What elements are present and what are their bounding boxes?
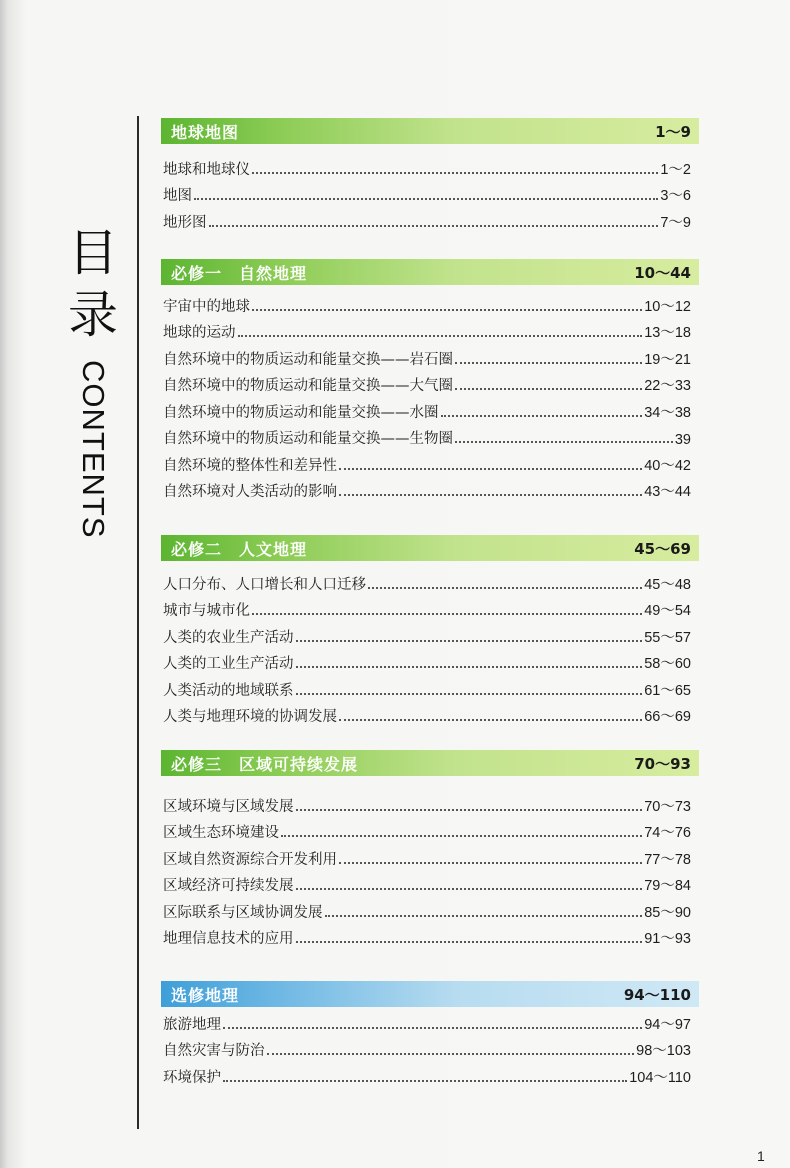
- dot-leader: [339, 862, 642, 864]
- toc-entry-title: 区域生态环境建设: [163, 825, 279, 841]
- dot-leader: [441, 415, 643, 417]
- section-title: 必修三 区域可持续发展: [171, 754, 359, 774]
- toc-entry[interactable]: [161, 700, 699, 727]
- dot-leader: [194, 198, 658, 200]
- dot-leader: [339, 494, 642, 496]
- dot-leader: [325, 915, 643, 917]
- toc-entry-title: 自然环境中的物质运动和能量交换——水圈: [163, 404, 439, 421]
- toc-entry-title: 区域环境与区域发展: [163, 798, 294, 815]
- toc-entry-pages: 104～110: [629, 1069, 691, 1086]
- toc-entry-title: 人类活动的地域联系: [163, 682, 294, 699]
- toc-entry[interactable]: [161, 152, 699, 179]
- toc-entry-pages: 3～6: [660, 188, 691, 204]
- toc-entry[interactable]: [161, 179, 699, 206]
- toc-entry[interactable]: [161, 1060, 699, 1087]
- toc-entry-pages: 77～78: [644, 851, 691, 868]
- dot-leader: [296, 888, 643, 890]
- toc-entry-title: 人类的农业生产活动: [163, 629, 294, 646]
- toc-entry-pages: 55～57: [644, 629, 691, 646]
- toc-entry[interactable]: [161, 816, 699, 843]
- toc-entry-pages: 19～21: [644, 351, 691, 368]
- section-header: [161, 750, 699, 776]
- dot-leader: [252, 613, 642, 615]
- toc-entry[interactable]: [161, 342, 699, 369]
- toc-entry-pages: 45～48: [644, 576, 691, 593]
- dot-leader: [252, 172, 658, 174]
- toc-entry[interactable]: [161, 1034, 699, 1061]
- section-pages: 94～110: [623, 985, 691, 1004]
- toc-entry[interactable]: [161, 620, 699, 647]
- toc-entry[interactable]: [161, 395, 699, 422]
- toc-entry-title: 区域自然资源综合开发利用: [163, 851, 337, 868]
- toc-entry-title: 自然环境的整体性和差异性: [163, 457, 337, 474]
- section-title: 必修一 自然地理: [171, 263, 308, 283]
- contents-title-char-1: 目: [68, 224, 118, 282]
- toc-entry-title: 宇宙中的地球: [163, 298, 250, 315]
- toc-entry-title: 人口分布、人口增长和人口迁移: [163, 576, 366, 593]
- toc-entry-pages: 74～76: [644, 825, 691, 841]
- toc-entry-pages: 39: [674, 432, 691, 448]
- dot-leader: [296, 640, 643, 642]
- toc-entry-pages: 22～33: [644, 378, 691, 394]
- toc-entry[interactable]: [161, 422, 699, 449]
- toc-entry[interactable]: [161, 869, 699, 896]
- toc-entry-title: 地形图: [163, 214, 207, 231]
- toc-entry[interactable]: [161, 922, 699, 949]
- toc-entry[interactable]: [161, 316, 699, 343]
- dot-leader: [252, 309, 642, 311]
- toc-entry-pages: 40～42: [644, 457, 691, 474]
- toc-entry-pages: 43～44: [644, 484, 691, 500]
- toc-entry-title: 地球的运动: [163, 325, 236, 341]
- contents-english-label: CONTENTS: [76, 360, 111, 539]
- toc-entry-pages: 10～12: [644, 298, 691, 315]
- toc-entry-title: 旅游地理: [163, 1016, 221, 1033]
- section-header: [161, 118, 699, 144]
- dot-leader: [209, 225, 659, 227]
- dot-leader: [296, 693, 643, 695]
- section-pages: 10～44: [634, 263, 691, 282]
- toc-entry-title: 人类与地理环境的协调发展: [163, 709, 337, 725]
- toc-entry-pages: 79～84: [644, 878, 691, 894]
- toc-entry[interactable]: [161, 205, 699, 232]
- toc-entry-title: 自然环境中的物质运动和能量交换——大气圈: [163, 378, 453, 394]
- toc-entry-pages: 66～69: [644, 709, 691, 725]
- section-header: [161, 535, 699, 561]
- section-title: 必修二 人文地理: [171, 539, 308, 559]
- toc-entry-title: 环境保护: [163, 1069, 221, 1086]
- section-compulsory-1: [161, 259, 699, 501]
- toc-entry[interactable]: [161, 369, 699, 396]
- section-header: [161, 981, 699, 1007]
- section-compulsory-2: [161, 535, 699, 726]
- toc-entry-pages: 1～2: [660, 161, 691, 178]
- section-header: [161, 259, 699, 285]
- section-earth-maps: [161, 118, 699, 232]
- dot-leader: [296, 809, 643, 811]
- section-elective: [161, 981, 699, 1087]
- toc-entry-pages: 13～18: [644, 325, 691, 341]
- toc-entry-pages: 98～103: [636, 1043, 691, 1059]
- dot-leader: [455, 388, 642, 390]
- dot-leader: [339, 719, 642, 721]
- toc-entry[interactable]: [161, 895, 699, 922]
- contents-title-char-2: 录: [68, 286, 118, 344]
- toc-entry[interactable]: [161, 789, 699, 816]
- dot-leader: [281, 835, 642, 837]
- dot-leader: [223, 1027, 642, 1029]
- toc-entry-pages: 7～9: [660, 214, 691, 231]
- section-pages: 70～93: [634, 754, 691, 773]
- page-number: 1: [757, 1148, 765, 1164]
- section-pages: 1～9: [655, 122, 691, 141]
- vertical-divider: [137, 116, 139, 1129]
- toc-entry-pages: 49～54: [644, 603, 691, 619]
- section-pages: 45～69: [634, 539, 691, 558]
- toc-entry-title: 地图: [163, 188, 192, 204]
- toc-entry[interactable]: [161, 1007, 699, 1034]
- dot-leader: [368, 587, 642, 589]
- dot-leader: [267, 1053, 635, 1055]
- toc-entry[interactable]: [161, 475, 699, 502]
- toc-entry-title: 区际联系与区域协调发展: [163, 904, 323, 921]
- toc-entry-pages: 58～60: [644, 656, 691, 672]
- toc-entry[interactable]: [161, 289, 699, 316]
- section-compulsory-3: [161, 750, 699, 948]
- toc-entry[interactable]: [161, 647, 699, 674]
- dot-leader: [238, 335, 643, 337]
- toc-entry-pages: 91～93: [644, 931, 691, 947]
- dot-leader: [339, 468, 642, 470]
- dot-leader: [296, 941, 643, 943]
- section-title: 地球地图: [171, 122, 240, 142]
- dot-leader: [455, 362, 642, 364]
- toc-entry-pages: 34～38: [644, 404, 691, 421]
- dot-leader: [296, 666, 643, 668]
- toc-entry-pages: 85～90: [644, 904, 691, 921]
- toc-entry-title: 自然环境中的物质运动和能量交换——岩石圈: [163, 351, 453, 368]
- dot-leader: [455, 441, 673, 443]
- toc-entry-title: 人类的工业生产活动: [163, 656, 294, 672]
- toc-entry[interactable]: [161, 567, 699, 594]
- toc-entry-pages: 94～97: [644, 1016, 691, 1033]
- dot-leader: [223, 1080, 627, 1082]
- toc-entry-title: 城市与城市化: [163, 603, 250, 619]
- toc-entry[interactable]: [161, 594, 699, 621]
- toc-entry[interactable]: [161, 448, 699, 475]
- toc-entry-pages: 70～73: [644, 798, 691, 815]
- toc-entry-title: 区域经济可持续发展: [163, 878, 294, 894]
- toc-entry[interactable]: [161, 842, 699, 869]
- toc-entry-pages: 61～65: [644, 682, 691, 699]
- toc-entry-title: 地理信息技术的应用: [163, 931, 294, 947]
- contents-title: [68, 224, 118, 352]
- section-title: 选修地理: [171, 985, 240, 1005]
- toc-entry-title: 地球和地球仪: [163, 161, 250, 178]
- toc-entry-title: 自然环境中的物质运动和能量交换——生物圈: [163, 431, 453, 447]
- toc-entry[interactable]: [161, 673, 699, 700]
- toc-entry-title: 自然环境对人类活动的影响: [163, 484, 337, 500]
- toc-entry-title: 自然灾害与防治: [163, 1043, 265, 1059]
